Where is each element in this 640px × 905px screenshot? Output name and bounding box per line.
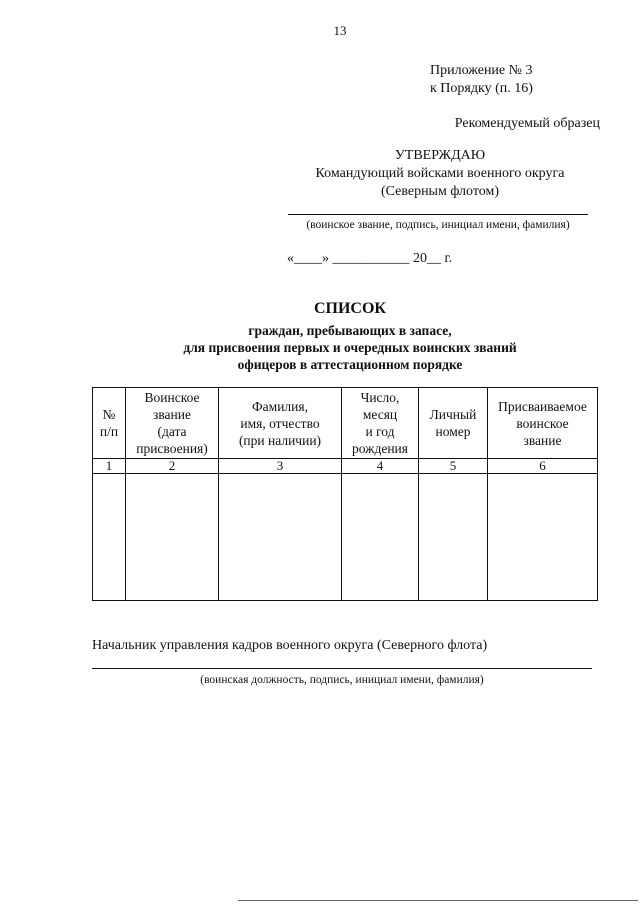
column-number: 4 bbox=[342, 459, 419, 474]
table-header-row bbox=[93, 388, 598, 459]
header-birth-date: Число, месяц и год рождения bbox=[342, 388, 419, 459]
page-number: 13 bbox=[333, 23, 347, 38]
empty-cell bbox=[219, 474, 342, 601]
column-number: 3 bbox=[219, 459, 342, 474]
appendix-line-2: к Порядку (п. 16) bbox=[430, 81, 533, 96]
approver-title-line-2: (Северным флотом) bbox=[380, 184, 500, 199]
empty-cell bbox=[419, 474, 488, 601]
appendix-line-1: Приложение № 3 bbox=[430, 63, 533, 78]
column-number-row bbox=[93, 459, 598, 474]
column-number: 2 bbox=[126, 459, 219, 474]
appendix-reference bbox=[430, 62, 610, 98]
subtitle-line-1: граждан, пребывающих в запасе, bbox=[248, 323, 452, 338]
approver-signature-line bbox=[288, 214, 588, 215]
empty-cell bbox=[93, 474, 126, 601]
header-full-name: Фамилия, имя, отчество (при наличии) bbox=[219, 388, 342, 459]
scan-edge-line bbox=[238, 900, 638, 901]
column-number: 6 bbox=[488, 459, 598, 474]
header-personal-number: Личный номер bbox=[419, 388, 488, 459]
chief-signatory-title: Начальник управления кадров военного округа (Северного флота) bbox=[92, 638, 488, 653]
approver-title-line-1: Командующий войсками военного округа bbox=[315, 166, 565, 181]
approval-block bbox=[290, 147, 590, 201]
column-number: 1 bbox=[93, 459, 126, 474]
empty-cell bbox=[126, 474, 219, 601]
document-title: СПИСОК bbox=[313, 300, 387, 317]
empty-cell bbox=[488, 474, 598, 601]
header-military-rank: Воинское звание (дата присвоения) bbox=[126, 388, 219, 459]
subtitle-line-2: для присвоения первых и очередных воинских званий bbox=[183, 340, 517, 355]
approval-date-line: «____» ___________ 20__ г. bbox=[287, 251, 453, 266]
approve-heading: УТВЕРЖДАЮ bbox=[394, 148, 486, 163]
header-row-number: № п/п bbox=[93, 388, 126, 459]
empty-cell bbox=[342, 474, 419, 601]
document-subtitle bbox=[120, 322, 580, 373]
roster-table bbox=[92, 387, 598, 601]
chief-signature-line bbox=[92, 668, 592, 669]
chief-signature-caption: (воинская должность, подпись, инициал имени, фамилия) bbox=[200, 674, 484, 686]
empty-data-row bbox=[93, 474, 598, 601]
approver-signature-caption: (воинское звание, подпись, инициал имени, фамилия) bbox=[306, 219, 570, 231]
subtitle-line-3: офицеров в аттестационном порядке bbox=[237, 357, 463, 372]
column-number: 5 bbox=[419, 459, 488, 474]
header-assigned-rank: Присваиваемое воинское звание bbox=[488, 388, 598, 459]
recommended-sample-label: Рекомендуемый образец bbox=[454, 116, 600, 131]
